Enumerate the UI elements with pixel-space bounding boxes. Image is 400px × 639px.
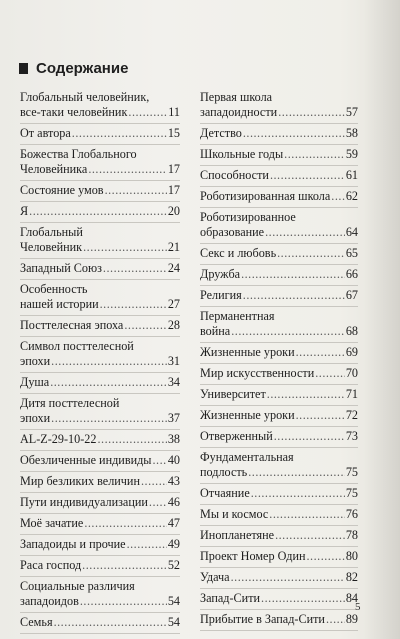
toc-entry-title: Отверженный	[200, 429, 273, 443]
toc-entry-title: Роботизированная школа	[200, 189, 331, 203]
toc-entry-title-line: Роботизированное	[200, 210, 296, 224]
page-spine-shadow	[364, 0, 400, 639]
toc-dot-leader	[275, 528, 345, 543]
toc-entry	[200, 187, 358, 208]
toc-entry-title: война	[200, 324, 231, 338]
toc-entry-page: 27	[167, 297, 180, 311]
toc-entry	[20, 577, 180, 613]
toc-entry-page: 65	[345, 246, 358, 260]
toc-entry	[20, 430, 180, 451]
toc-entry	[20, 394, 180, 430]
toc-entry-title: Семья	[20, 615, 53, 629]
toc-entry-page: 37	[167, 411, 180, 425]
toc-entry	[200, 385, 358, 406]
toc-entry-page: 17	[167, 183, 180, 197]
toc-entry-page: 89	[345, 612, 358, 626]
toc-dot-leader	[141, 474, 167, 489]
toc-dot-leader	[231, 570, 345, 585]
toc-dot-leader	[54, 615, 167, 630]
toc-entry	[20, 556, 180, 577]
toc-dot-leader	[241, 267, 345, 282]
toc-entry-title: Посттелесная эпоха	[20, 318, 124, 332]
toc-entry-title: Отчаяние	[200, 486, 250, 500]
toc-entry-title: подлость	[200, 465, 248, 479]
toc-entry-title: Я	[20, 204, 29, 218]
toc-dot-leader	[274, 429, 345, 444]
toc-entry-title: Проект Номер Один	[200, 549, 306, 563]
toc-dot-leader	[149, 495, 167, 510]
toc-dot-leader	[261, 591, 345, 606]
toc-entry-page: 67	[345, 288, 358, 302]
toc-dot-leader	[127, 537, 167, 552]
toc-entry-page: 76	[345, 507, 358, 521]
toc-entry-title: Мы и космос	[200, 507, 269, 521]
toc-entry-page: 34	[167, 375, 180, 389]
toc-dot-leader	[88, 162, 167, 177]
toc-entry-title: Мир искусственности	[200, 366, 315, 380]
toc-entry-title-line: Божества Глобального	[20, 147, 137, 161]
toc-entry-page: 75	[345, 465, 358, 479]
toc-entry-title-line: Первая школа	[200, 90, 273, 104]
toc-entry	[200, 547, 358, 568]
toc-entry-title: Запад-Сити	[200, 591, 261, 605]
toc-entry-page: 66	[345, 267, 358, 281]
toc-dot-leader	[270, 168, 345, 183]
toc-entry-page: 82	[345, 570, 358, 584]
toc-entry	[200, 286, 358, 307]
toc-entry-title-line: Символ посттелесной	[20, 339, 134, 353]
toc-right-column	[200, 88, 358, 631]
toc-left-column	[20, 88, 180, 634]
toc-entry-page: 78	[345, 528, 358, 542]
toc-entry-page: 20	[167, 204, 180, 218]
toc-entry-title: западоидности	[200, 105, 278, 119]
toc-entry-title: AL-Z-29-10-22	[20, 432, 97, 446]
toc-dot-leader	[243, 126, 345, 141]
toc-entry-page: 31	[167, 354, 180, 368]
toc-entry	[20, 145, 180, 181]
toc-dot-leader	[331, 189, 345, 204]
toc-dot-leader	[72, 126, 167, 141]
toc-dot-leader	[50, 375, 167, 390]
toc-entry-page: 52	[167, 558, 180, 572]
toc-entry-page: 62	[345, 189, 358, 203]
toc-entry	[20, 472, 180, 493]
toc-entry-title: От автора	[20, 126, 71, 140]
toc-entry-page: 54	[167, 615, 180, 629]
toc-entry	[200, 448, 358, 484]
toc-entry-page: 84	[345, 591, 358, 605]
toc-entry-page: 75	[345, 486, 358, 500]
toc-entry	[20, 88, 180, 124]
toc-entry	[200, 568, 358, 589]
toc-dot-leader	[124, 318, 166, 333]
toc-heading	[19, 60, 128, 77]
toc-entry-title: Моё зачатие	[20, 516, 84, 530]
toc-entry-title: Жизненные уроки	[200, 345, 295, 359]
toc-entry-title: Западоиды и прочие	[20, 537, 126, 551]
toc-entry	[200, 610, 358, 631]
toc-entry-page: 21	[167, 240, 180, 254]
toc-dot-leader	[307, 549, 345, 564]
toc-entry-title-line: Фундаментальная	[200, 450, 294, 464]
toc-entry-title: образование	[200, 225, 265, 239]
toc-entry	[200, 307, 358, 343]
toc-entry-page: 17	[167, 162, 180, 176]
toc-entry-page: 58	[345, 126, 358, 140]
toc-dot-leader	[80, 594, 167, 609]
toc-dot-leader	[277, 246, 345, 261]
toc-dot-leader	[278, 105, 345, 120]
toc-entry	[20, 259, 180, 280]
toc-entry	[200, 88, 358, 124]
toc-entry-page: 46	[167, 495, 180, 509]
toc-entry	[200, 124, 358, 145]
toc-entry	[20, 373, 180, 394]
toc-dot-leader	[284, 147, 345, 162]
toc-heading-text: Содержание	[36, 60, 129, 77]
toc-entry-title: Человейника	[20, 162, 88, 176]
toc-entry-page: 28	[167, 318, 180, 332]
toc-entry-title: Дружба	[200, 267, 241, 281]
toc-entry-page: 80	[345, 549, 358, 563]
toc-entry	[20, 124, 180, 145]
toc-entry-title-line: Глобальный человейник,	[20, 90, 150, 104]
toc-dot-leader	[51, 411, 167, 426]
toc-entry	[20, 202, 180, 223]
toc-entry-title: Душа	[20, 375, 50, 389]
toc-dot-leader	[82, 558, 167, 573]
toc-dot-leader	[296, 408, 345, 423]
toc-entry-title-line: Перманентная	[200, 309, 275, 323]
toc-entry	[20, 181, 180, 202]
toc-entry-page: 64	[345, 225, 358, 239]
toc-entry-title: Религия	[200, 288, 242, 302]
toc-entry	[200, 208, 358, 244]
toc-entry-title: эпохи	[20, 411, 51, 425]
toc-entry-page: 43	[167, 474, 180, 488]
toc-entry	[20, 613, 180, 634]
toc-entry	[20, 316, 180, 337]
heading-square-icon	[19, 63, 28, 74]
toc-entry-title: Прибытие в Запад-Сити	[200, 612, 325, 626]
toc-dot-leader	[326, 612, 345, 627]
toc-entry-page: 73	[345, 429, 358, 443]
toc-dot-leader	[231, 324, 345, 339]
toc-entry	[20, 337, 180, 373]
toc-entry-title: Инопланетяне	[200, 528, 275, 542]
toc-entry	[20, 514, 180, 535]
toc-dot-leader	[251, 486, 345, 501]
toc-entry-title: Школьные годы	[200, 147, 284, 161]
toc-entry-page: 57	[345, 105, 358, 119]
toc-entry	[20, 280, 180, 316]
toc-entry-title-line: Социальные различия	[20, 579, 135, 593]
toc-entry-page: 47	[167, 516, 180, 530]
toc-entry-title: Раса господ	[20, 558, 82, 572]
toc-dot-leader	[269, 507, 345, 522]
toc-entry-page: 54	[167, 594, 180, 608]
toc-entry-title: Детство	[200, 126, 242, 140]
toc-entry	[20, 535, 180, 556]
page-number: 5	[355, 601, 361, 613]
toc-entry	[200, 484, 358, 505]
toc-entry	[200, 364, 358, 385]
toc-entry-page: 40	[167, 453, 180, 467]
toc-dot-leader	[51, 354, 167, 369]
toc-entry-page: 69	[345, 345, 358, 359]
toc-entry-title: западоидов	[20, 594, 79, 608]
toc-entry-page: 24	[167, 261, 180, 275]
toc-entry	[200, 244, 358, 265]
toc-dot-leader	[315, 366, 345, 381]
toc-entry-page: 49	[167, 537, 180, 551]
toc-entry-title: Мир безликих величин	[20, 474, 140, 488]
toc-dot-leader	[265, 225, 345, 240]
toc-entry-page: 71	[345, 387, 358, 401]
toc-dot-leader	[83, 240, 167, 255]
toc-entry-title: Университет	[200, 387, 266, 401]
toc-entry-title: Обезличенные индивиды	[20, 453, 152, 467]
toc-entry-title: Секс и любовь	[200, 246, 277, 260]
toc-entry	[200, 166, 358, 187]
toc-entry-page: 61	[345, 168, 358, 182]
toc-entry	[200, 526, 358, 547]
toc-entry-page: 11	[168, 105, 180, 119]
toc-dot-leader	[267, 387, 345, 402]
toc-dot-leader	[103, 261, 167, 276]
toc-entry	[20, 223, 180, 259]
toc-entry-title: Состояние умов	[20, 183, 104, 197]
toc-entry-page: 70	[345, 366, 358, 380]
toc-entry-page: 15	[167, 126, 180, 140]
toc-entry	[200, 145, 358, 166]
toc-dot-leader	[84, 516, 167, 531]
toc-dot-leader	[243, 288, 345, 303]
toc-entry	[200, 589, 358, 610]
toc-dot-leader	[248, 465, 345, 480]
toc-dot-leader	[105, 183, 167, 198]
toc-entry-page: 72	[345, 408, 358, 422]
toc-entry-title: Жизненные уроки	[200, 408, 295, 422]
toc-entry-page: 38	[167, 432, 180, 446]
toc-entry	[200, 343, 358, 364]
toc-entry	[20, 493, 180, 514]
toc-entry-title: Удача	[200, 570, 230, 584]
toc-entry-title: Человейник	[20, 240, 83, 254]
toc-entry-title-line: Глобальный	[20, 225, 83, 239]
toc-entry-title: все-таки человейник	[20, 105, 128, 119]
toc-entry-title: нашей истории	[20, 297, 99, 311]
toc-entry-page: 59	[345, 147, 358, 161]
toc-dot-leader	[296, 345, 345, 360]
toc-entry	[200, 505, 358, 526]
toc-dot-leader	[152, 453, 166, 468]
toc-dot-leader	[128, 105, 167, 120]
toc-entry-title: Пути индивидуализации	[20, 495, 148, 509]
toc-entry-title-line: Особенность	[20, 282, 88, 296]
toc-entry-title: Западный Союз	[20, 261, 102, 275]
toc-entry	[200, 406, 358, 427]
toc-entry	[200, 265, 358, 286]
toc-entry	[20, 451, 180, 472]
toc-dot-leader	[100, 297, 167, 312]
toc-entry-title-line: Дитя посттелесной	[20, 396, 120, 410]
toc-entry-page: 68	[345, 324, 358, 338]
toc-entry-title: эпохи	[20, 354, 51, 368]
toc-dot-leader	[98, 432, 167, 447]
toc-entry-title: Способности	[200, 168, 269, 182]
toc-entry	[200, 427, 358, 448]
toc-dot-leader	[29, 204, 167, 219]
